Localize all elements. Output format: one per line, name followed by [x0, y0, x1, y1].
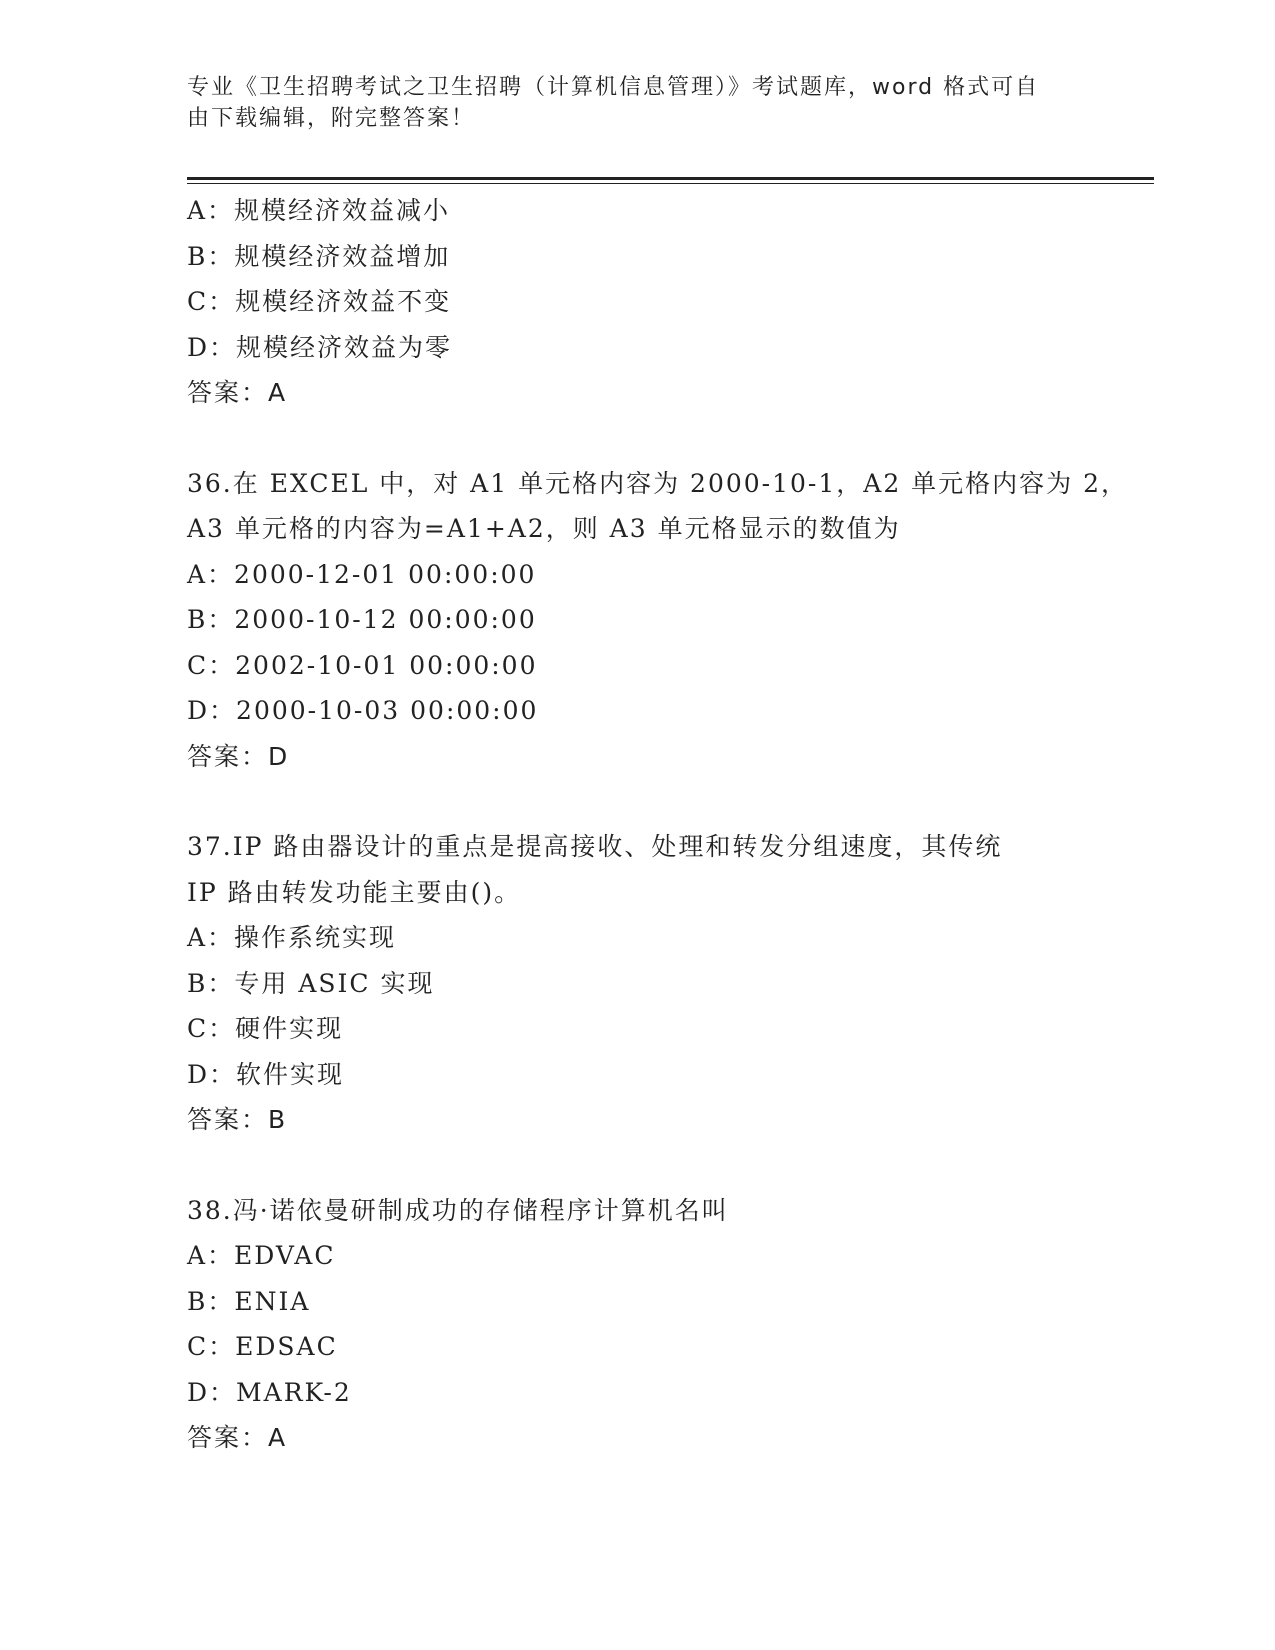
option-a: A：规模经济效益减小 — [187, 196, 451, 225]
option-c: C：规模经济效益不变 — [187, 287, 452, 316]
question-stem-line: A3 单元格的内容为=A1+A2，则 A3 单元格显示的数值为 — [187, 514, 901, 543]
question-stem-line: IP 路由转发功能主要由()。 — [187, 877, 522, 907]
option-b: B：专用 ASIC 实现 — [187, 968, 435, 998]
header-divider-thick — [187, 177, 1154, 180]
header-divider-thin — [187, 183, 1154, 184]
question-list — [187, 188, 1129, 1461]
option-d: D：软件实现 — [187, 1059, 345, 1089]
option-d: D：规模经济效益为零 — [187, 332, 453, 362]
question-stem-line: 36.在 EXCEL 中，对 A1 单元格内容为 2000-10-1，A2 单元格内容为 2， — [187, 468, 1129, 498]
answer-line: 答案：D — [187, 741, 290, 771]
answer-line: 答案：B — [187, 1105, 288, 1134]
option-a: A：2000-12-01 00:00:00 — [187, 559, 537, 589]
option-b: B：2000-10-12 00:00:00 — [187, 605, 537, 634]
option-c: C：2002-10-01 00:00:00 — [187, 650, 538, 680]
answer-line: 答案：A — [187, 378, 288, 407]
question-35-block — [187, 188, 1117, 416]
question-38-block — [187, 1188, 1117, 1461]
document-header — [187, 72, 1067, 134]
option-b: B：ENIA — [187, 1286, 311, 1316]
question-36-block — [187, 461, 1129, 780]
header-line-1: 专业《卫生招聘考试之卫生招聘（计算机信息管理）》考试题库，word 格式可自 — [187, 75, 1040, 100]
option-d: D：MARK-2 — [187, 1377, 352, 1407]
option-a: A：操作系统实现 — [187, 923, 397, 952]
header-line-2: 由下载编辑，附完整答案！ — [187, 106, 476, 131]
question-37-block — [187, 824, 1117, 1143]
option-c: C：硬件实现 — [187, 1014, 344, 1043]
option-c: C：EDSAC — [187, 1332, 338, 1361]
answer-line: 答案：A — [187, 1423, 288, 1452]
option-d: D：2000-10-03 00:00:00 — [187, 696, 539, 725]
option-b: B：规模经济效益增加 — [187, 241, 451, 271]
option-a: A：EDVAC — [187, 1241, 336, 1270]
question-stem-line: 38.冯·诺依曼研制成功的存储程序计算机名叫 — [187, 1195, 729, 1225]
question-stem-line: 37.IP 路由器设计的重点是提高接收、处理和转发分组速度，其传统 — [187, 832, 1003, 861]
